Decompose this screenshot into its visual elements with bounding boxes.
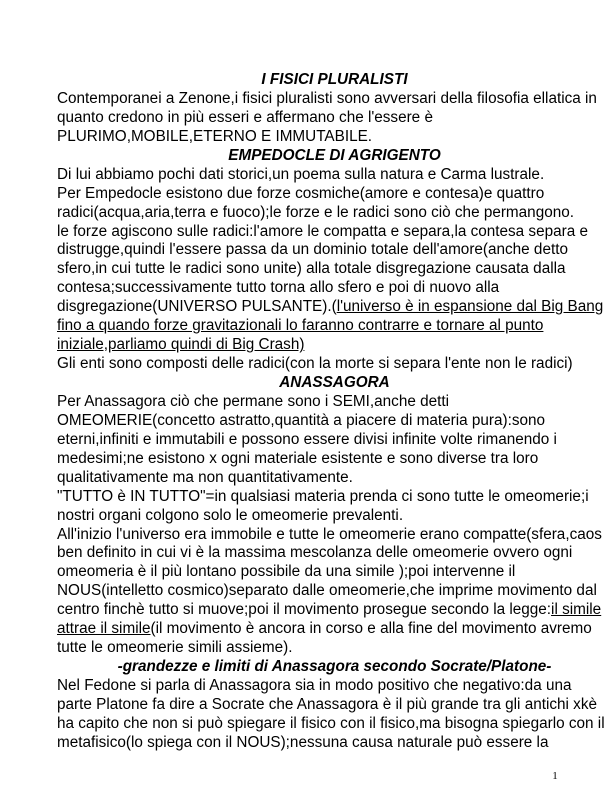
- text-line: nostri organi colgono solo le omeomerie prevalenti.: [57, 506, 404, 524]
- heading-empedocle: EMPEDOCLE DI AGRIGENTO: [228, 146, 441, 164]
- text-line: tutte le omeomerie simili assieme).: [57, 639, 293, 657]
- text-run: centro finchè tutto si muove;poi il movimento prosegue secondo la legge:: [57, 601, 552, 619]
- text-line: Di lui abbiamo pochi dati storici,un poema sulla natura e Carma lustrale.: [57, 165, 545, 183]
- text-run: disgregazione(UNIVERSO PULSANTE).(: [57, 298, 337, 316]
- text-line: [57, 298, 612, 317]
- text-line: NOUS(intelletto cosmico)separato dalle omeomerie,che imprime movimento dal: [57, 582, 597, 600]
- text-line: contesa;successivamente tutto torna allo sfero e poi di nuovo alla: [57, 279, 500, 297]
- text-line: qualitativamente ma non quantitativamente.: [57, 468, 353, 486]
- text-line: Nel Fedone si parla di Anassagora sia in modo positivo che negativo:da una: [57, 677, 572, 694]
- text-line: Per Anassagora ciò che permane sono i SEMI,anche detti: [57, 392, 449, 410]
- text-line: OMEOMERIE(concetto astratto,quantità a piacere di materia pura):sono: [57, 411, 546, 429]
- text-line: [57, 620, 612, 639]
- text-line: [57, 601, 612, 620]
- underlined-text: attrae il simile: [57, 620, 151, 638]
- underlined-text: l'universo è in espansione dal Big Bang: [336, 298, 604, 316]
- text-line: eterni,infiniti e immutabili e possono essere divisi infinite volte rimanendo i: [57, 430, 557, 448]
- underlined-text: iniziale,parliamo quindi di Big Crash): [57, 336, 305, 354]
- heading-grandezze-limiti: -grandezze e limiti di Anassagora secondo Socrate/Platone-: [117, 658, 552, 676]
- text-line: distrugge,quindi l'essere passa da un dominio totale dell'amore(anche detto: [57, 241, 568, 259]
- text-line: ha capito che non si può spiegare il fisico con il fisico,ma bisogna spiegarlo con il: [57, 714, 605, 732]
- page-number: 1: [552, 770, 558, 782]
- text-line: parte Platone fa dire a Socrate che Anassagora è il più grande tra gli antichi xkè: [57, 695, 597, 713]
- text-line: Gli enti sono composti delle radici(con la morte si separa l'ente non le radici): [57, 355, 573, 373]
- text-run: (il movimento è ancora in corso e alla fine del movimento avremo: [150, 620, 592, 638]
- text-line: [57, 336, 612, 355]
- text-line: sfero,in cui tutte le radici sono unite) alla totale disgregazione causata dalla: [57, 260, 566, 278]
- text-line: ben definito in cui vi è la massima mescolanza delle omeomerie ovvero ogni: [57, 544, 573, 562]
- text-line: omeomeria è il più lontano possibile da una simile );poi intervenne il: [57, 563, 516, 581]
- underlined-text: fino a quando forze gravitazionali lo faranno contrarre e tornare al punto: [57, 317, 544, 335]
- text-line: metafisico(lo spiega con il NOUS);nessuna causa naturale può essere la: [57, 733, 549, 751]
- document-page: [57, 71, 612, 753]
- text-line: Per Empedocle esistono due forze cosmiche(amore e contesa)e quattro: [57, 184, 545, 202]
- heading-fisici-pluralisti: I FISICI PLURALISTI: [261, 71, 408, 88]
- text-line: quanto credono in più esseri e affermano che l'essere è: [57, 108, 433, 126]
- text-line: All'inizio l'universo era immobile e tutte le omeomerie erano compatte(sfera,caos: [57, 525, 602, 543]
- text-line: radici(acqua,aria,terra e fuoco);le forze e le radici sono ciò che permangono.: [57, 203, 574, 221]
- text-line: [57, 317, 612, 336]
- text-line: PLURIMO,MOBILE,ETERNO E IMMUTABILE.: [57, 127, 373, 145]
- text-line: medesimi;ne esistono x ogni materiale esistente e sono diverse tra loro: [57, 449, 539, 467]
- text-line: "TUTTO è IN TUTTO"=in qualsiasi materia prenda ci sono tutte le omeomerie;i: [57, 487, 589, 505]
- underlined-text: il simile: [551, 601, 602, 619]
- text-line: le forze agiscono sulle radici:l'amore le compatta e separa,la contesa separa e: [57, 222, 588, 240]
- heading-anassagora: ANASSAGORA: [279, 374, 390, 391]
- text-line: Contemporanei a Zenone,i fisici pluralisti sono avversari della filosofia ellatica in: [57, 89, 597, 107]
